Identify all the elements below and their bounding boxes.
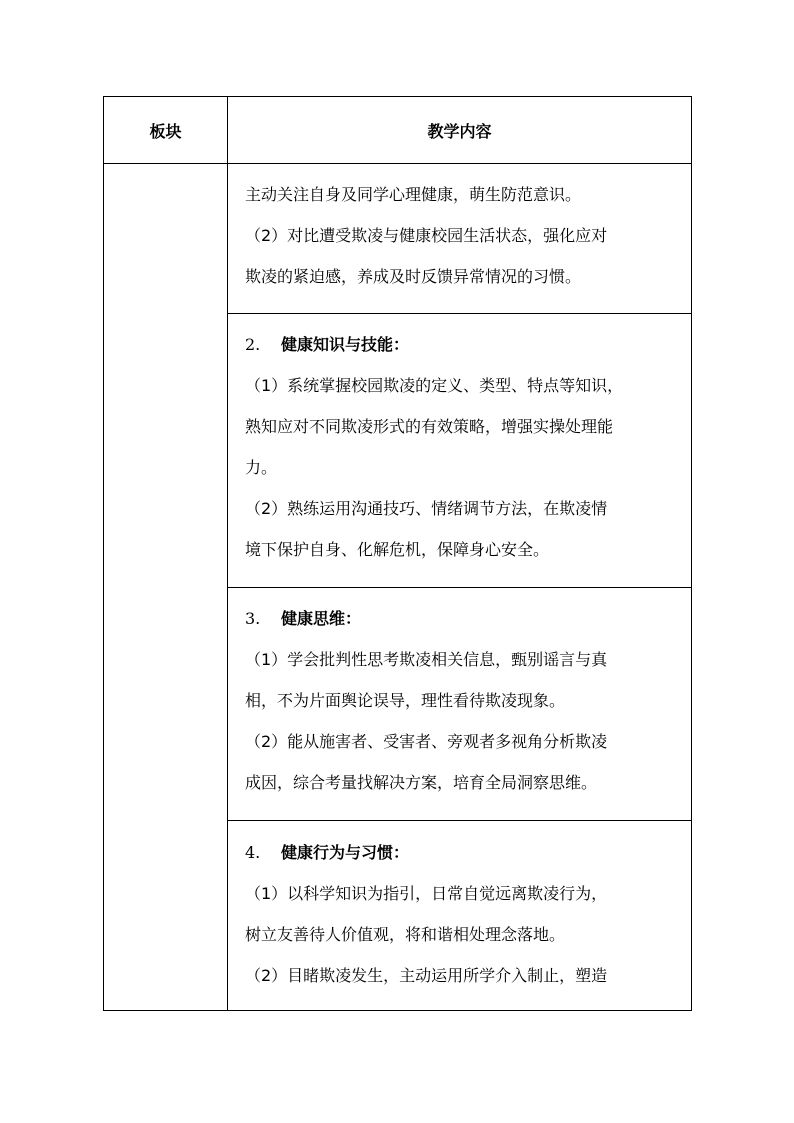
- row-divider: [227, 820, 691, 821]
- header-cell-section: 板块: [149, 121, 182, 141]
- content-table: [103, 96, 692, 1011]
- text-line: （2）熟练运用沟通技巧、情绪调节方法，在欺凌情: [245, 499, 608, 518]
- section-heading: [245, 335, 677, 355]
- row-divider: [227, 587, 691, 588]
- section-title: 健康思维：: [281, 609, 362, 628]
- text-line: 树立友善待人价值观，将和谐相处理念落地。: [245, 925, 566, 944]
- section-number: 3.: [245, 609, 261, 628]
- text-line: （1）以科学知识为指引，日常自觉远离欺凌行为，: [245, 884, 608, 903]
- text-line: （2）能从施害者、受害者、旁观者多视角分析欺凌: [245, 732, 608, 751]
- text-line: （2）对比遭受欺凌与健康校园生活状态，强化应对: [245, 226, 608, 245]
- header-cell-content: 教学内容: [427, 121, 492, 141]
- text-line: （2）目睹欺凌发生，主动运用所学介入制止，塑造: [245, 966, 608, 985]
- header-divider: [104, 163, 691, 164]
- content-cell-2: [228, 335, 691, 581]
- text-line: 欺凌的紧迫感，养成及时反馈异常情况的习惯。: [245, 267, 582, 286]
- text-line: 熟知应对不同欺凌形式的有效策略，增强实操处理能: [245, 417, 614, 436]
- content-cell-1: [228, 185, 691, 308]
- text-line: 力。: [245, 458, 278, 477]
- section-heading: [245, 843, 677, 863]
- section-number: 4.: [245, 843, 261, 862]
- content-cell-3: [228, 609, 691, 814]
- row-divider: [227, 313, 691, 314]
- section-number: 2.: [245, 335, 261, 354]
- text-line: （1）学会批判性思考欺凌相关信息，甄别谣言与真: [245, 650, 608, 669]
- text-line: 境下保护自身、化解危机，保障身心安全。: [245, 540, 550, 559]
- content-cell-4: [228, 843, 691, 1007]
- section-heading: [245, 609, 677, 629]
- text-line: 主动关注自身及同学心理健康，萌生防范意识。: [245, 185, 582, 204]
- text-line: （1）系统掌握校园欺凌的定义、类型、特点等知识，: [245, 376, 624, 395]
- text-line: 相，不为片面舆论误导，理性看待欺凌现象。: [245, 691, 566, 710]
- section-title: 健康行为与习惯：: [281, 843, 410, 862]
- section-title: 健康知识与技能：: [281, 335, 410, 354]
- text-line: 成因，综合考量找解决方案，培育全局洞察思维。: [245, 773, 598, 792]
